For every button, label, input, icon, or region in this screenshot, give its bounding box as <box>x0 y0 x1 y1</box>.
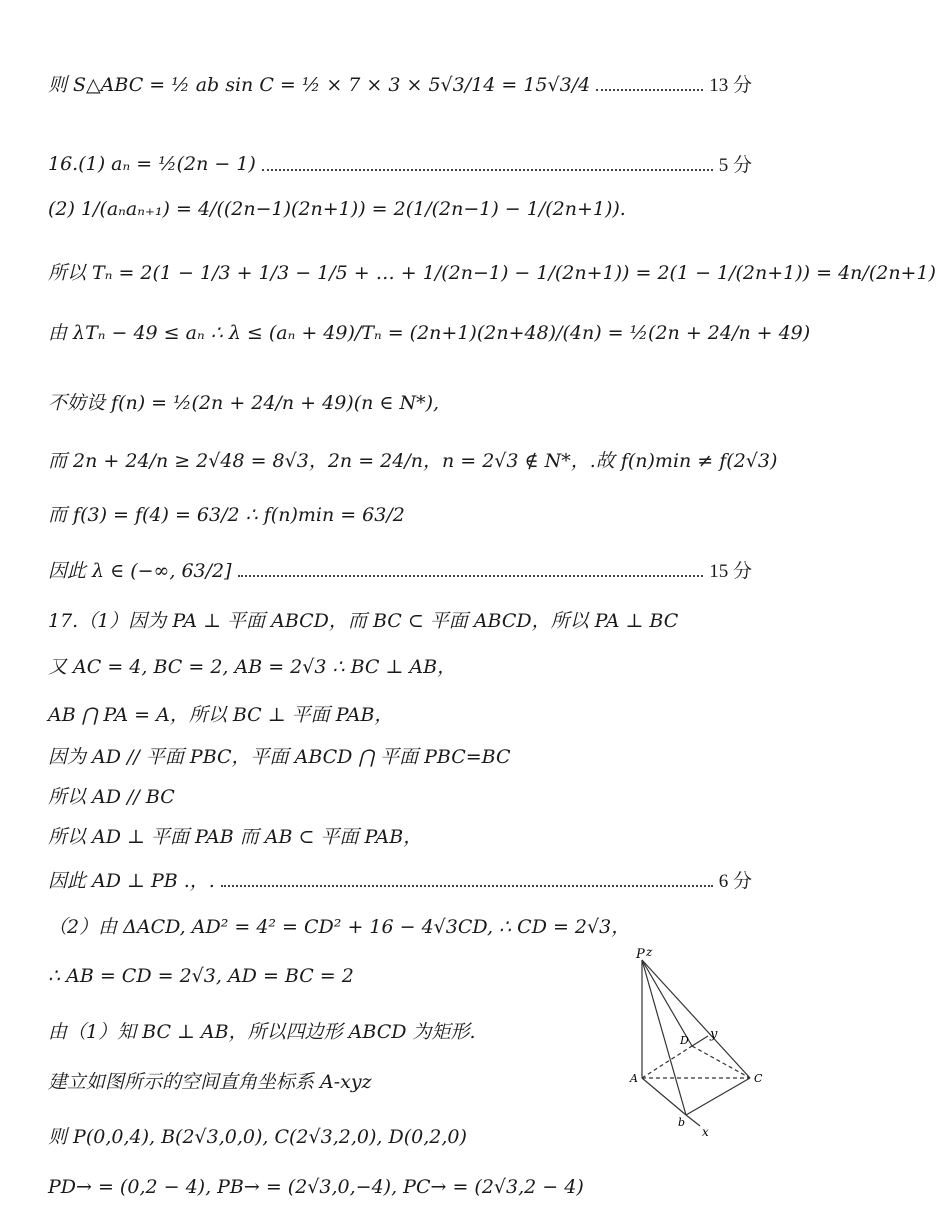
line-text: 由（1）知 BC ⊥ AB，所以四边形 ABCD 为矩形. <box>48 1021 476 1043</box>
line-text: 则 S△ABC = ½ ab sin C = ½ × 7 × 3 × 5√3/14 = 15√3/4 <box>48 74 591 96</box>
line-text: （2）由 ΔACD, AD² = 4² = CD² + 16 − 4√3CD, ∴ CD = 2√3， <box>48 916 631 938</box>
solution-line-4 <box>48 258 936 285</box>
solution-line-10 <box>48 606 760 633</box>
edge-bc <box>686 1078 750 1115</box>
line-text: 所以 AD ⊥ 平面 PAB 而 AB ⊂ 平面 PAB， <box>48 826 423 848</box>
line-text: 而 f(3) = f(4) = 63/2 ∴ f(n)min = 63/2 <box>48 504 405 526</box>
solution-line-12 <box>48 700 760 727</box>
solution-line-17 <box>48 912 760 939</box>
edge-dc <box>692 1046 750 1078</box>
line-text: PD→ = (0,2 − 4), PB→ = (2√3,0,−4), PC→ = (2√3,2 − 4) <box>48 1176 584 1198</box>
solution-line-6 <box>48 388 760 415</box>
solution-line-14 <box>48 782 760 809</box>
pyramid-coordinate-figure <box>616 940 776 1140</box>
solution-line-9 <box>48 556 752 583</box>
line-text: 因为 AD // 平面 PBC，平面 ABCD ⋂ 平面 PBC=BC <box>48 746 511 768</box>
solution-line-3 <box>48 198 760 220</box>
line-text: 由 λTₙ − 49 ≤ aₙ ∴ λ ≤ (aₙ + 49)/Tₙ = (2n+1)(2n+48)/(4n) = ½(2n + 24/n + 49) <box>48 322 811 344</box>
line-text: 建立如图所示的空间直角坐标系 A-xyz <box>48 1071 372 1093</box>
edge-ab <box>642 1078 686 1115</box>
dotted-leader <box>262 169 713 171</box>
label-b: b <box>678 1116 686 1129</box>
label-x: x <box>702 1125 709 1139</box>
label-a: A <box>630 1072 638 1085</box>
solution-line-1 <box>48 70 752 97</box>
solution-line-11 <box>48 652 760 679</box>
dotted-leader <box>238 575 704 577</box>
solution-line-8 <box>48 500 760 527</box>
label-c: C <box>754 1072 763 1085</box>
line-text: 因此 AD ⊥ PB .，. <box>48 870 215 892</box>
line-text: 17.（1）因为 PA ⊥ 平面 ABCD，而 BC ⊂ 平面 ABCD，所以 PA ⊥ BC <box>48 610 679 632</box>
edge-ad <box>642 1046 692 1078</box>
solution-line-22 <box>48 1176 760 1198</box>
dotted-leader <box>221 885 713 887</box>
solution-line-7 <box>48 446 778 473</box>
solution-line-5 <box>48 318 811 345</box>
line-text: 所以 Tₙ = 2(1 − 1/3 + 1/3 − 1/5 + … + 1/(2n−1) − 1/(2n+1)) = 2(1 − 1/(2n+1)) = 4n/(2n+1) <box>48 262 936 284</box>
solution-line-13 <box>48 742 760 769</box>
line-text: 不妨设 f(n) = ½(2n + 24/n + 49)(n ∈ N*), <box>48 392 440 414</box>
label-y: y <box>710 1027 718 1042</box>
score-label: 6 分 <box>718 871 752 892</box>
line-text: (2) 1/(aₙaₙ₊₁) = 4/((2n−1)(2n+1)) = 2(1/(2n−1) − 1/(2n+1)). <box>48 198 626 220</box>
label-d: D <box>680 1034 689 1047</box>
line-text: AB ⋂ PA = A，所以 BC ⊥ 平面 PAB， <box>48 704 394 726</box>
line-text: 则 P(0,0,4), B(2√3,0,0), C(2√3,2,0), D(0,2,0) <box>48 1126 467 1148</box>
line-text: ∴ AB = CD = 2√3, AD = BC = 2 <box>48 965 354 987</box>
solution-line-15 <box>48 822 760 849</box>
y-axis <box>692 1036 708 1046</box>
line-text: 又 AC = 4, BC = 2, AB = 2√3 ∴ BC ⊥ AB， <box>48 656 457 678</box>
label-p: P <box>636 947 645 962</box>
dotted-leader <box>596 89 703 91</box>
line-text: 而 2n + 24/n ≥ 2√48 = 8√3，2n = 24/n，n = 2√3 ∉ N*，.故 f(n)min ≠ f(2√3) <box>48 450 778 472</box>
solution-line-2 <box>48 150 752 177</box>
score-label: 13 分 <box>709 75 752 96</box>
x-axis <box>686 1115 700 1126</box>
line-text: 因此 λ ∈ (−∞, 63/2] <box>48 560 232 582</box>
score-label: 15 分 <box>709 561 752 582</box>
line-text: 所以 AD // BC <box>48 786 175 808</box>
score-label: 5 分 <box>718 155 752 176</box>
solution-line-16 <box>48 866 752 893</box>
label-z: z <box>646 945 653 959</box>
line-text: 16.(1) aₙ = ½(2n − 1) <box>48 152 256 175</box>
